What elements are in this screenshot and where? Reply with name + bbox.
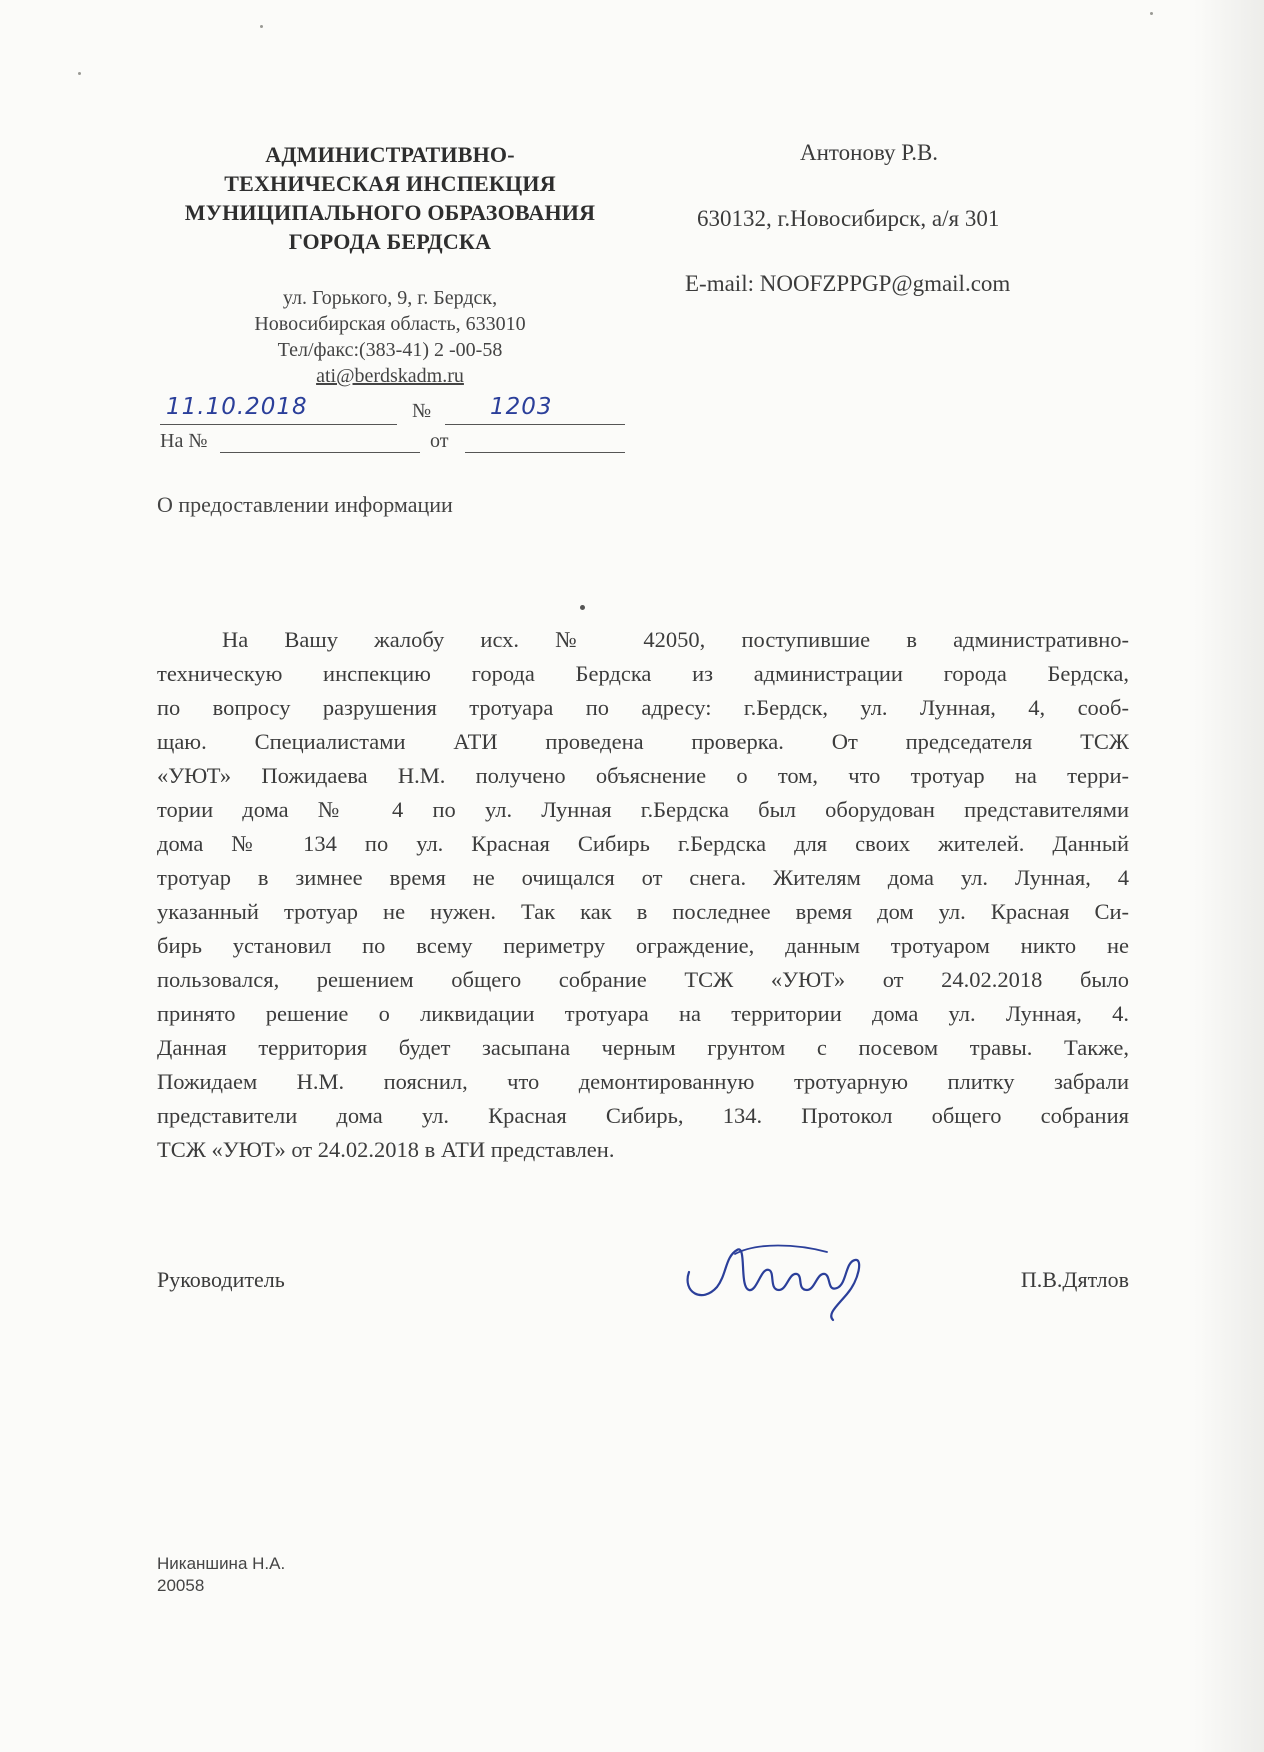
body-line: пользовался, решением общего собрание ТСЖ «УЮТ» от 24.02.2018 было (157, 967, 1129, 992)
reply-reference-line (160, 430, 625, 456)
executor-block (157, 1553, 285, 1597)
body-line: бирь установил по всему периметру ограждение, данным тротуаром никто не (157, 933, 1129, 958)
letter-subject: О предоставлении информации (157, 492, 453, 517)
org-line: АДМИНИСТРАТИВНО- (265, 142, 515, 167)
reply-number-label: На № (160, 430, 208, 452)
number-underline (445, 424, 625, 425)
signatory-position: Руководитель (157, 1267, 285, 1292)
sender-organization (150, 140, 630, 256)
scan-edge-shadow (1194, 0, 1264, 1752)
number-label: № (412, 400, 432, 422)
scan-speck (78, 72, 81, 75)
recipient-name: Антонову Р.В. (800, 140, 939, 165)
body-line: представители дома ул. Красная Сибирь, 134. Протокол общего собрания (157, 1103, 1129, 1128)
address-line: Тел/факс:(383-41) 2 -00-58 (277, 339, 503, 361)
sender-address (190, 285, 590, 389)
body-line: принято решение о ликвидации тротуара на территории дома ул. Лунная, 4. (157, 1001, 1129, 1026)
scan-speck (1150, 12, 1153, 15)
recipient-email: E-mail: NOOFZPPGP@gmail.com (685, 271, 1011, 296)
body-line: дома № 134 по ул. Красная Сибирь г.Бердска для своих жителей. Данный (157, 831, 1129, 856)
address-line: Новосибирская область, 633010 (254, 313, 526, 335)
org-line: ГОРОДА БЕРДСКА (288, 229, 492, 254)
reply-number-underline (220, 452, 420, 453)
handwritten-date: 11.10.2018 (166, 394, 308, 420)
date-underline (160, 424, 397, 425)
registration-line (160, 394, 625, 426)
body-line: техническую инспекцию города Бердска из администрации города Бердска, (157, 661, 1129, 686)
body-line: «УЮТ» Пожидаева Н.М. получено объяснение о том, что тротуар на терри- (157, 763, 1129, 788)
body-line: тротуар в зимнее время не очищался от снега. Жителям дома ул. Лунная, 4 (157, 865, 1129, 890)
body-line: тории дома № 4 по ул. Лунная г.Бердска был оборудован представителями (157, 797, 1129, 822)
scan-speck (580, 605, 585, 610)
org-line: МУНИЦИПАЛЬНОГО ОБРАЗОВАНИЯ (184, 200, 596, 225)
signatory-name: П.В.Дятлов (1020, 1267, 1129, 1292)
scan-speck (260, 25, 263, 28)
handwritten-signature (677, 1232, 877, 1327)
body-line: указанный тротуар не нужен. Так как в последнее время дом ул. Красная Си- (157, 899, 1129, 924)
reply-date-underline (465, 452, 625, 453)
sender-email: ati@berdskadm.ru (316, 365, 464, 387)
org-line: ТЕХНИЧЕСКАЯ ИНСПЕКЦИЯ (224, 171, 556, 196)
signature-row (157, 1257, 1129, 1337)
body-line: Пожидаем Н.М. пояснил, что демонтированную тротуарную плитку забрали (157, 1069, 1129, 1094)
executor-phone: 20058 (157, 1576, 205, 1595)
body-line: щаю. Специалистами АТИ проведена проверка. От председателя ТСЖ (157, 729, 1129, 754)
body-line: по вопросу разрушения тротуара по адресу: г.Бердск, ул. Лунная, 4, сооб- (157, 695, 1129, 720)
body-line: Данная территория будет засыпана черным грунтом с посевом травы. Также, (157, 1035, 1129, 1060)
body-line: ТСЖ «УЮТ» от 24.02.2018 в АТИ представлен. (157, 1137, 615, 1162)
letter-body (157, 623, 1129, 1167)
executor-name: Никаншина Н.А. (157, 1554, 286, 1573)
body-line: На Вашу жалобу исх. № 42050, поступившие в административно- (222, 627, 1129, 652)
recipient-address: 630132, г.Новосибирск, а/я 301 (697, 206, 1000, 231)
handwritten-number: 1203 (490, 394, 553, 420)
reply-from-label: от (430, 430, 449, 452)
address-line: ул. Горького, 9, г. Бердск, (282, 287, 498, 309)
